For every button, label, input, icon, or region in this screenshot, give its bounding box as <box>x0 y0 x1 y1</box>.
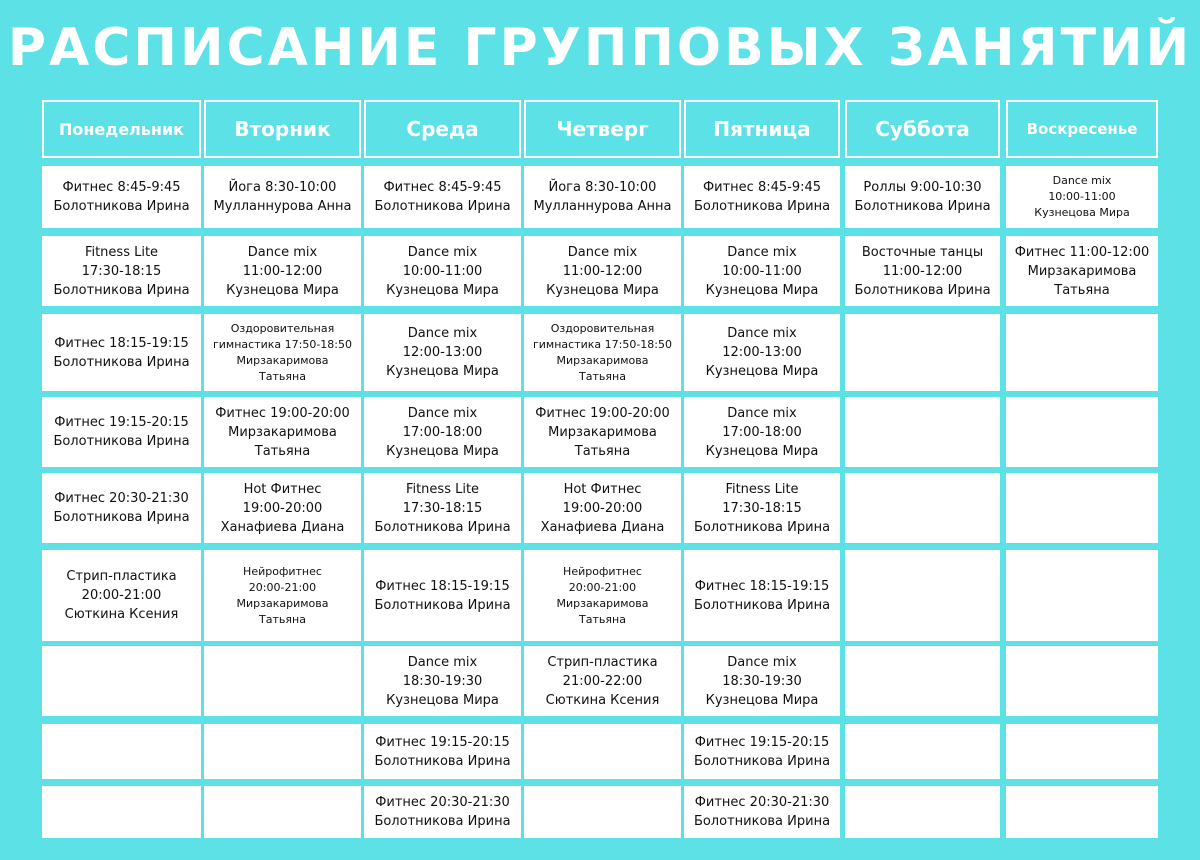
class-entry: Стрип-пластика 21:00-22:00 Сюткина Ксения <box>545 654 660 708</box>
schedule-cell <box>845 473 1000 543</box>
schedule-cell <box>1006 724 1158 779</box>
day-header: Воскресенье <box>1006 100 1158 158</box>
class-entry: Fitness Lite 17:30-18:15 Болотникова Ирина <box>53 244 190 298</box>
class-entry: Dance mix 10:00-11:00 Кузнецова Мира <box>1034 174 1130 219</box>
schedule-cell <box>42 166 201 228</box>
schedule-cell <box>364 473 521 543</box>
schedule-cell <box>42 397 201 467</box>
class-entry: Фитнес 8:45-9:45 Болотникова Ирина <box>374 180 511 214</box>
schedule-cell <box>684 646 840 716</box>
day-header: Среда <box>364 100 521 158</box>
class-entry: Dance mix 18:30-19:30 Кузнецова Мира <box>386 654 499 708</box>
schedule-cell <box>524 397 681 467</box>
class-entry: Роллы 9:00-10:30 Болотникова Ирина <box>854 180 991 214</box>
class-entry: Hot Фитнес 19:00-20:00 Ханафиева Диана <box>220 481 345 535</box>
schedule-cell <box>364 314 521 391</box>
class-entry: Фитнес 8:45-9:45 Болотникова Ирина <box>693 180 831 214</box>
schedule-cell <box>42 473 201 543</box>
schedule-cell <box>204 166 361 228</box>
schedule-cell <box>364 646 521 716</box>
class-entry: Fitness Lite 17:30-18:15 Болотникова Ирина <box>693 481 831 535</box>
class-entry: Фитнес 11:00-12:00 Мирзакаримова Татьяна <box>1014 244 1150 298</box>
schedule-cell <box>1006 166 1158 228</box>
schedule-cell <box>364 786 521 838</box>
class-entry: Оздоровительная гимнастика 17:50-18:50 Мирзакаримова Татьяна <box>532 321 672 383</box>
schedule-cell <box>42 786 201 838</box>
schedule-cell <box>524 550 681 641</box>
schedule-cell <box>42 314 201 391</box>
class-entry: Hot Фитнес 19:00-20:00 Ханафиева Диана <box>540 481 665 535</box>
class-entry: Нейрофитнес 20:00-21:00 Мирзакаримова Татьяна <box>236 564 329 626</box>
schedule-cell <box>1006 473 1158 543</box>
schedule-cell <box>1006 646 1158 716</box>
class-entry: Стрип-пластика 20:00-21:00 Сюткина Ксения <box>64 569 179 622</box>
class-entry: Фитнес 18:15-19:15 Болотникова Ирина <box>693 578 831 613</box>
class-entry: Dance mix 12:00-13:00 Кузнецова Мира <box>705 326 819 379</box>
class-entry: Dance mix 10:00-11:00 Кузнецова Мира <box>705 244 819 298</box>
class-entry: Фитнес 20:30-21:30 Болотникова Ирина <box>53 491 190 525</box>
class-entry: Dance mix 11:00-12:00 Кузнецова Мира <box>546 244 659 298</box>
class-entry: Оздоровительная гимнастика 17:50-18:50 Мирзакаримова Татьяна <box>212 321 352 383</box>
schedule-cell <box>204 550 361 641</box>
schedule-cell <box>845 314 1000 391</box>
schedule-cell <box>204 724 361 779</box>
class-entry: Йога 8:30-10:00 Мулланнурова Анна <box>533 180 672 214</box>
class-entry: Йога 8:30-10:00 Мулланнурова Анна <box>213 180 352 214</box>
schedule-cell <box>204 786 361 838</box>
class-entry: Fitness Lite 17:30-18:15 Болотникова Ирина <box>374 481 511 535</box>
class-entry: Фитнес 20:30-21:30 Болотникова Ирина <box>374 795 511 829</box>
schedule-cell <box>42 724 201 779</box>
schedule-cell <box>684 397 840 467</box>
day-header: Суббота <box>845 100 1000 158</box>
schedule-cell <box>684 724 840 779</box>
schedule-cell <box>1006 236 1158 306</box>
schedule-cell <box>845 236 1000 306</box>
day-header: Вторник <box>204 100 361 158</box>
day-header: Четверг <box>524 100 681 158</box>
class-entry: Фитнес 19:00-20:00 Мирзакаримова Татьяна <box>535 405 670 459</box>
schedule-cell <box>684 166 840 228</box>
day-header: Понедельник <box>42 100 201 158</box>
schedule-cell <box>524 473 681 543</box>
schedule-cell <box>684 314 840 391</box>
schedule-cell <box>684 786 840 838</box>
schedule-cell <box>845 646 1000 716</box>
schedule-cell <box>524 786 681 838</box>
class-entry: Фитнес 19:15-20:15 Болотникова Ирина <box>53 415 190 449</box>
class-entry: Фитнес 19:15-20:15 Болотникова Ирина <box>693 734 831 769</box>
class-entry: Фитнес 18:15-19:15 Болотникова Ирина <box>374 578 511 613</box>
class-entry: Dance mix 10:00-11:00 Кузнецова Мира <box>386 244 499 298</box>
schedule-cell <box>364 724 521 779</box>
schedule-cell <box>204 646 361 716</box>
class-entry: Dance mix 18:30-19:30 Кузнецова Мира <box>705 654 819 708</box>
class-entry: Dance mix 12:00-13:00 Кузнецова Мира <box>386 326 499 379</box>
schedule-cell <box>845 397 1000 467</box>
class-entry: Восточные танцы 11:00-12:00 Болотникова Ирина <box>854 244 991 298</box>
schedule-cell <box>845 550 1000 641</box>
schedule-cell <box>845 166 1000 228</box>
schedule-cell <box>845 724 1000 779</box>
schedule-cell <box>684 236 840 306</box>
schedule-cell <box>364 236 521 306</box>
schedule-cell <box>204 314 361 391</box>
class-entry: Фитнес 20:30-21:30 Болотникова Ирина <box>693 795 831 829</box>
schedule-cell <box>845 786 1000 838</box>
schedule-cell <box>364 166 521 228</box>
schedule-cell <box>364 550 521 641</box>
day-header: Пятница <box>684 100 840 158</box>
schedule-cell <box>524 314 681 391</box>
schedule-cell <box>1006 314 1158 391</box>
page-title: РАСПИСАНИЕ ГРУППОВЫХ ЗАНЯТИЙ <box>7 18 1193 78</box>
schedule-cell <box>1006 550 1158 641</box>
class-entry: Dance mix 11:00-12:00 Кузнецова Мира <box>226 244 339 298</box>
schedule-cell <box>684 473 840 543</box>
schedule-cell <box>524 166 681 228</box>
schedule-cell <box>42 550 201 641</box>
schedule-cell <box>524 646 681 716</box>
class-entry: Dance mix 17:00-18:00 Кузнецова Мира <box>386 405 499 459</box>
schedule-cell <box>42 236 201 306</box>
schedule-cell <box>524 236 681 306</box>
class-entry: Фитнес 18:15-19:15 Болотникова Ирина <box>53 335 190 370</box>
schedule-cell <box>1006 786 1158 838</box>
schedule-cell <box>524 724 681 779</box>
class-entry: Dance mix 17:00-18:00 Кузнецова Мира <box>705 405 819 459</box>
class-entry: Нейрофитнес 20:00-21:00 Мирзакаримова Татьяна <box>556 564 649 626</box>
schedule-cell <box>204 473 361 543</box>
schedule-cell <box>42 646 201 716</box>
schedule-cell <box>364 397 521 467</box>
class-entry: Фитнес 19:15-20:15 Болотникова Ирина <box>374 734 511 769</box>
class-entry: Фитнес 19:00-20:00 Мирзакаримова Татьяна <box>215 405 350 459</box>
class-entry: Фитнес 8:45-9:45 Болотникова Ирина <box>53 180 190 214</box>
schedule-cell <box>204 397 361 467</box>
schedule-cell <box>204 236 361 306</box>
schedule-cell <box>684 550 840 641</box>
schedule-cell <box>1006 397 1158 467</box>
